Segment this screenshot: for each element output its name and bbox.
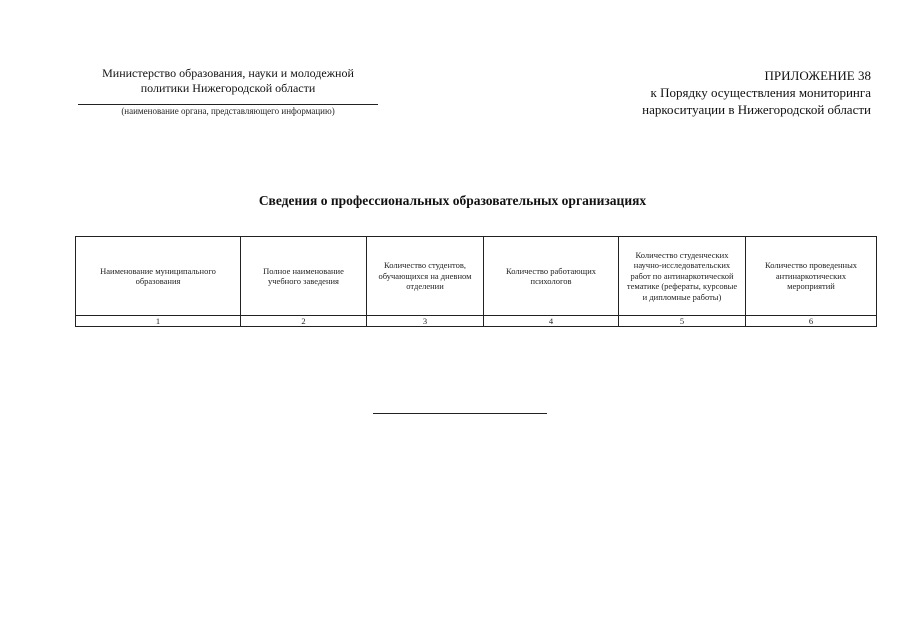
column-header-events-count: Количество проведенных антинаркотических мероприятий [746,237,877,316]
organization-caption: (наименование органа, представляющего информацию) [121,106,335,116]
column-header-psychologists-count: Количество работающих психологов [484,237,619,316]
organization-name-line-1: Министерство образования, науки и молодежной [102,66,354,80]
appendix-number: ПРИЛОЖЕНИЕ 38 [764,68,871,83]
appendix-reference-line-1: к Порядку осуществления мониторинга [650,85,871,100]
column-header-research-works-count: Количество студенческих научно-исследовательских работ по антинаркотической тематике (рефераты, курсовые и дипломные работы) [619,237,746,316]
column-header-institution-name: Полное наименование учебного заведения [241,237,367,316]
column-number-cell: 6 [746,316,877,327]
column-number-cell: 4 [484,316,619,327]
column-number-cell: 1 [76,316,241,327]
table-header-row [76,237,877,316]
organization-underline [78,104,378,105]
appendix-heading [541,67,871,118]
column-number-cell: 3 [367,316,484,327]
signature-line [373,413,547,414]
appendix-reference-line-2: наркоситуации в Нижегородской области [642,102,871,117]
organizations-table [75,236,877,327]
organization-name-line-2: политики Нижегородской области [140,81,316,95]
reporting-organization-block [78,66,378,117]
column-header-students-count: Количество студентов, обучающихся на дневном отделении [367,237,484,316]
column-number-cell: 2 [241,316,367,327]
table-column-number-row [76,316,877,327]
document-title: Сведения о профессиональных образовательных организациях [258,193,647,208]
column-header-municipality: Наименование муниципального образования [76,237,241,316]
column-number-cell: 5 [619,316,746,327]
